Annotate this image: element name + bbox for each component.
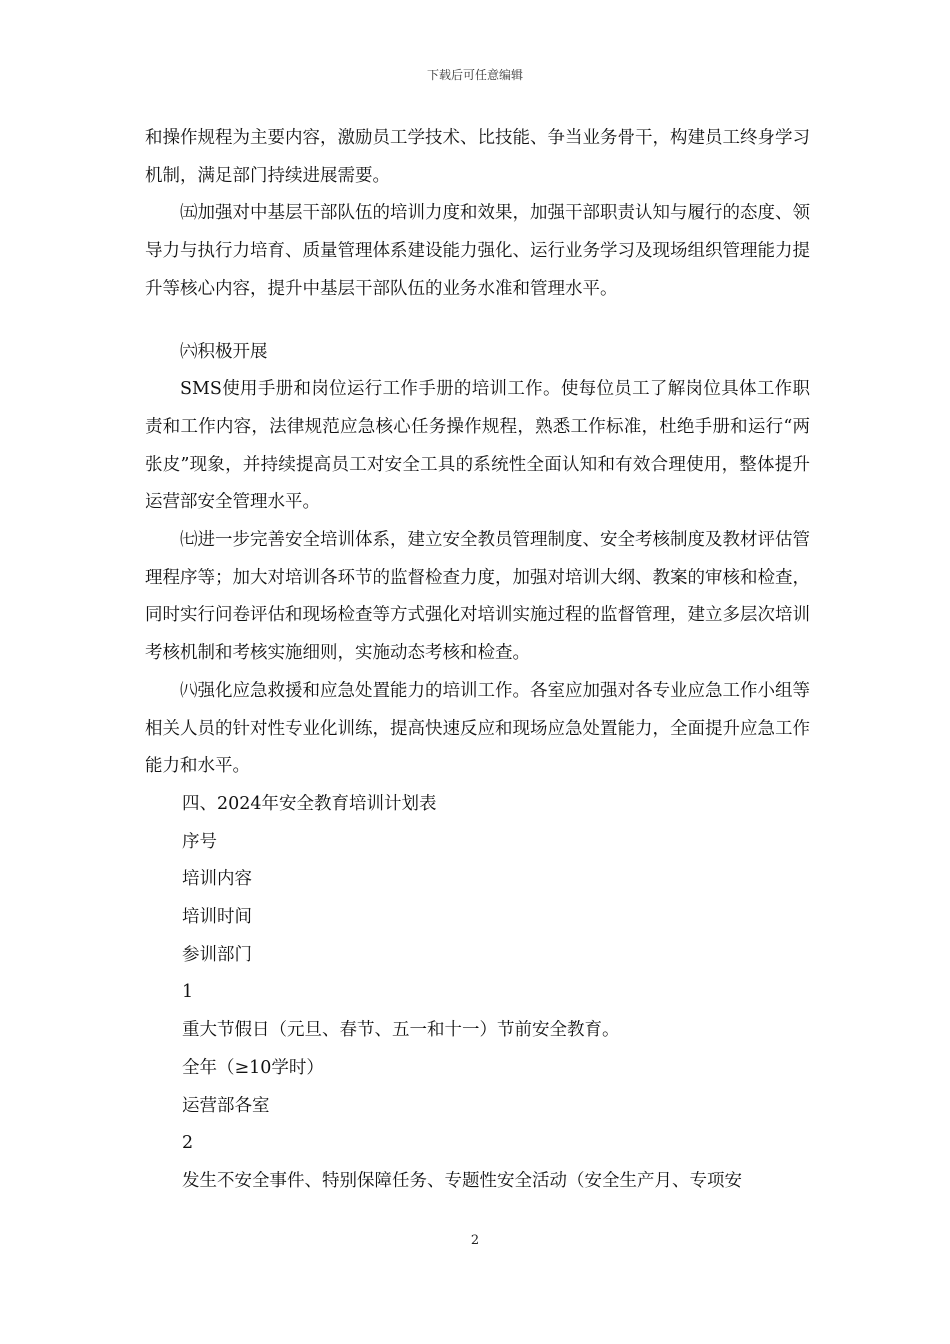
section-title: 四、2024年安全教育培训计划表: [182, 793, 437, 814]
paragraph: 和操作规程为主要内容，激励员工学技术、比技能、争当业务骨干，构建员工终身学习机制，满足部门持续进展需要。: [145, 128, 810, 186]
page-number: 2: [470, 1233, 480, 1248]
table-line: 培训时间: [182, 907, 252, 928]
document-body: [145, 120, 810, 1201]
paragraph: ㈦进一步完善安全培训体系，建立安全教员管理制度、安全考核制度及教材评估管理程序等；加大对培训各环节的监督检查力度，加强对培训大纲、教案的审核和检查，同时实行问卷评估和现场检查等方式强化对培训实施过程的监督管理，建立多层次培训考核机制和考核实施细则，实施动态考核和检查。: [145, 530, 810, 664]
page-header: 下载后可任意编辑: [426, 68, 523, 82]
table-line: 运营部各室: [182, 1095, 270, 1116]
heading-six: ㈥积极开展: [180, 341, 268, 362]
paragraph: ㈧强化应急救援和应急处置能力的培训工作。各室应加强对各专业应急工作小组等相关人员的针对性专业化训练，提高快速反应和现场应急处置能力，全面提升应急工作能力和水平。: [145, 680, 810, 777]
table-line: 参训部门: [182, 944, 252, 965]
table-line: 重大节假日（元旦、春节、五一和十一）节前安全教育。: [182, 1020, 620, 1041]
paragraph: SMS使用手册和岗位运行工作手册的培训工作。使每位员工了解岗位具体工作职责和工作内容，法律规范应急核心任务操作规程，熟悉工作标准，杜绝手册和运行“两张皮”现象，并持续提高员工对安全工具的系统性全面认知和有效合理使用，整体提升运营部安全管理水平。: [145, 379, 810, 513]
table-line: 序号: [182, 831, 217, 852]
table-line: 1: [182, 982, 194, 1003]
table-line: 发生不安全事件、特别保障任务、专题性安全活动（安全生产月、专项安: [182, 1170, 742, 1191]
table-line: 2: [182, 1133, 194, 1154]
paragraph: ㈤加强对中基层干部队伍的培训力度和效果，加强干部职责认知与履行的态度、领导力与执行力培育、质量管理体系建设能力强化、运行业务学习及现场组织管理能力提升等核心内容，提升中基层干部队伍的业务水准和管理水平。: [145, 203, 810, 299]
table-line: 培训内容: [182, 869, 252, 890]
table-line: 全年（≥10学时）: [182, 1057, 324, 1078]
